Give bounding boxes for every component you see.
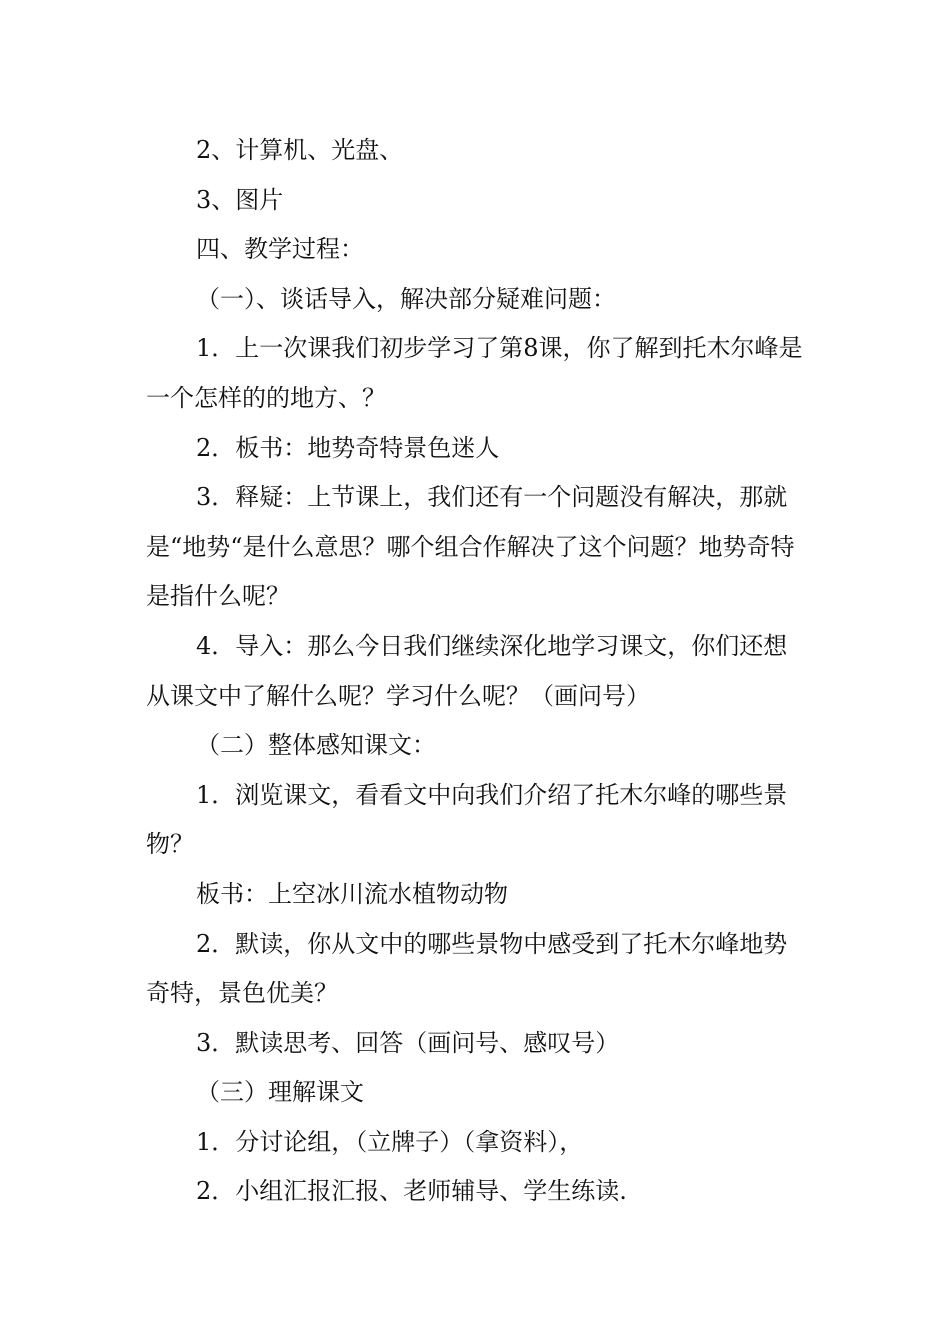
subsection-heading-intro: （一）、谈话导入，解决部分疑难问题： [196,284,616,313]
paragraph-intro-1: 1．上一次课我们初步学习了第8课，你了解到托木尔峰是一个怎样的的地方、？ [146,334,803,412]
paragraph-overview-2: 2．默读，你从文中的哪些景物中感受到了托木尔峰地势奇特，景色优美？ [146,929,788,1008]
paragraph-overview-1: 1．浏览课文，看看文中向我们介绍了托木尔峰的哪些景物？ [146,780,788,859]
section-heading-teaching-process: 四、教学过程： [196,235,364,264]
paragraph-overview-3: 3．默读思考、回答（画问号、感叹号） [196,1028,620,1057]
paragraph-intro-3: 3．释疑：上节课上，我们还有一个问题没有解决，那就是“地势“是什么意思？哪个组合作解决了这个问题？地势奇特是指什么呢？ [146,483,795,611]
subsection-heading-overview: （二）整体感知课文： [196,731,436,760]
paragraph-materials-computer: 2、计算机、光盘、 [196,136,404,164]
paragraph-intro-4: 4．导入：那么今日我们继续深化地学习课文，你们还想从课文中了解什么呢？学习什么呢？（画问号） [146,631,788,710]
document-body [146,126,808,1217]
paragraph-overview-board: 板书：上空冰川流水植物动物 [196,879,508,908]
paragraph-intro-2: 2．板书：地势奇特景色迷人 [196,433,500,462]
paragraph-understanding-1: 1．分讨论组，（立牌子）（拿资料）， [196,1127,584,1156]
paragraph-understanding-2: 2．小组汇报汇报、老师辅导、学生练读. [196,1177,627,1206]
subsection-heading-understanding: （三）理解课文 [196,1078,364,1107]
paragraph-materials-pictures: 3、图片 [196,185,284,214]
